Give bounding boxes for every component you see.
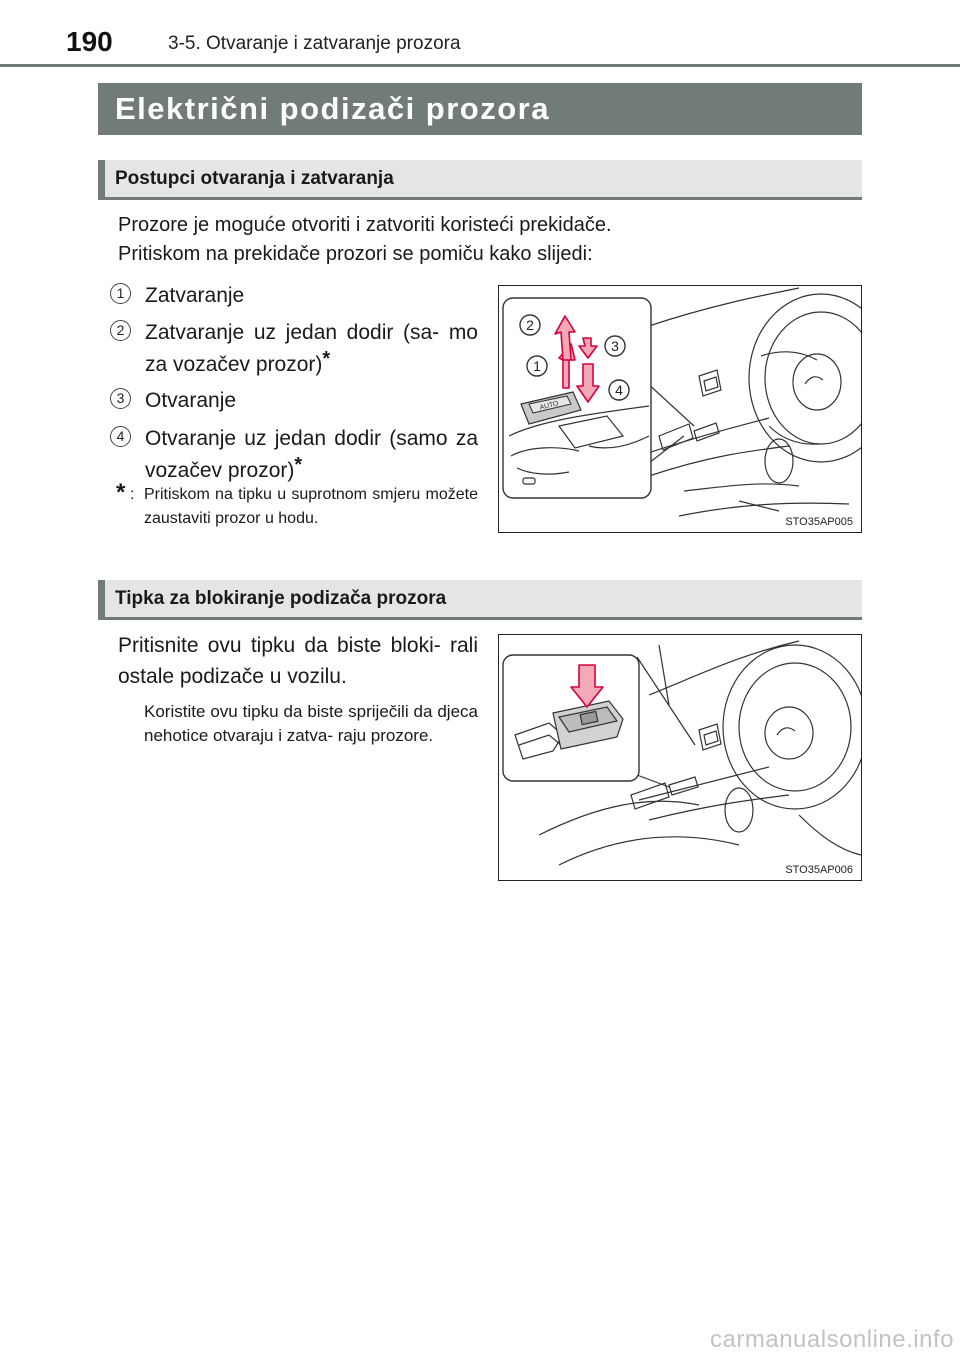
callout-3: 3 [611, 338, 619, 354]
lock-instruction: Pritisnite ovu tipku da biste bloki- rali ostale podizače u vozilu. [118, 634, 478, 688]
item-text: Zatvaranje [145, 284, 245, 307]
window-lock-drawing [499, 635, 862, 881]
page-number: 190 [66, 26, 113, 57]
callout-4: 4 [615, 382, 623, 398]
intro-line-2: Pritiskom na prekidače prozori se pomiču kako slijedi: [118, 243, 593, 265]
number-badge: 3 [110, 388, 131, 409]
number-badge: 4 [110, 426, 131, 447]
window-lock-illustration [498, 634, 862, 881]
asterisk-mark: * [322, 348, 331, 370]
asterisk-mark: * [294, 454, 303, 476]
lock-note: Koristite ovu tipku da biste spriječili da djeca nehotice otvaraju i zatva- raju prozore. [144, 702, 478, 745]
intro-line-1: Prozore je moguće otvoriti i zatvoriti koristeći prekidače. [118, 214, 612, 236]
page-header [66, 22, 866, 62]
footnote-mark: * [116, 479, 126, 506]
section-heading-label: Tipka za blokiranje podizača prozora [115, 588, 447, 609]
item-text: Otvaranje uz jedan dodir (samo za vozačev prozor) [145, 427, 478, 482]
chapter-title: 3-5. Otvaranje i zatvaranje prozora [168, 33, 461, 54]
callout-1: 1 [533, 358, 541, 374]
section-heading-operation [98, 160, 862, 200]
figure-code: STO35AP006 [785, 864, 853, 876]
item-text: Zatvaranje uz jedan dodir (sa- mo za vozačev prozor) [145, 321, 478, 376]
number-badge: 1 [110, 283, 131, 304]
footnote-text: Pritiskom na tipku u suprotnom smjeru možete zaustaviti prozor u hodu. [144, 486, 478, 527]
watermark: carmanualsonline.info [710, 1326, 954, 1353]
window-switch-illustration [498, 285, 862, 533]
auto-button-label: AUTO [538, 400, 560, 412]
figure-code: STO35AP005 [785, 516, 853, 528]
section-heading-label: Postupci otvaranja i zatvaranja [115, 168, 394, 189]
main-title-bar [98, 83, 862, 135]
page-title: Električni podizači prozora [115, 91, 550, 126]
window-switch-drawing [499, 286, 862, 533]
number-badge: 2 [110, 320, 131, 341]
footnote-colon: : [130, 486, 135, 503]
callout-2: 2 [526, 317, 534, 333]
section-heading-lock [98, 580, 862, 620]
header-rule [0, 64, 960, 67]
item-text: Otvaranje [145, 389, 237, 412]
